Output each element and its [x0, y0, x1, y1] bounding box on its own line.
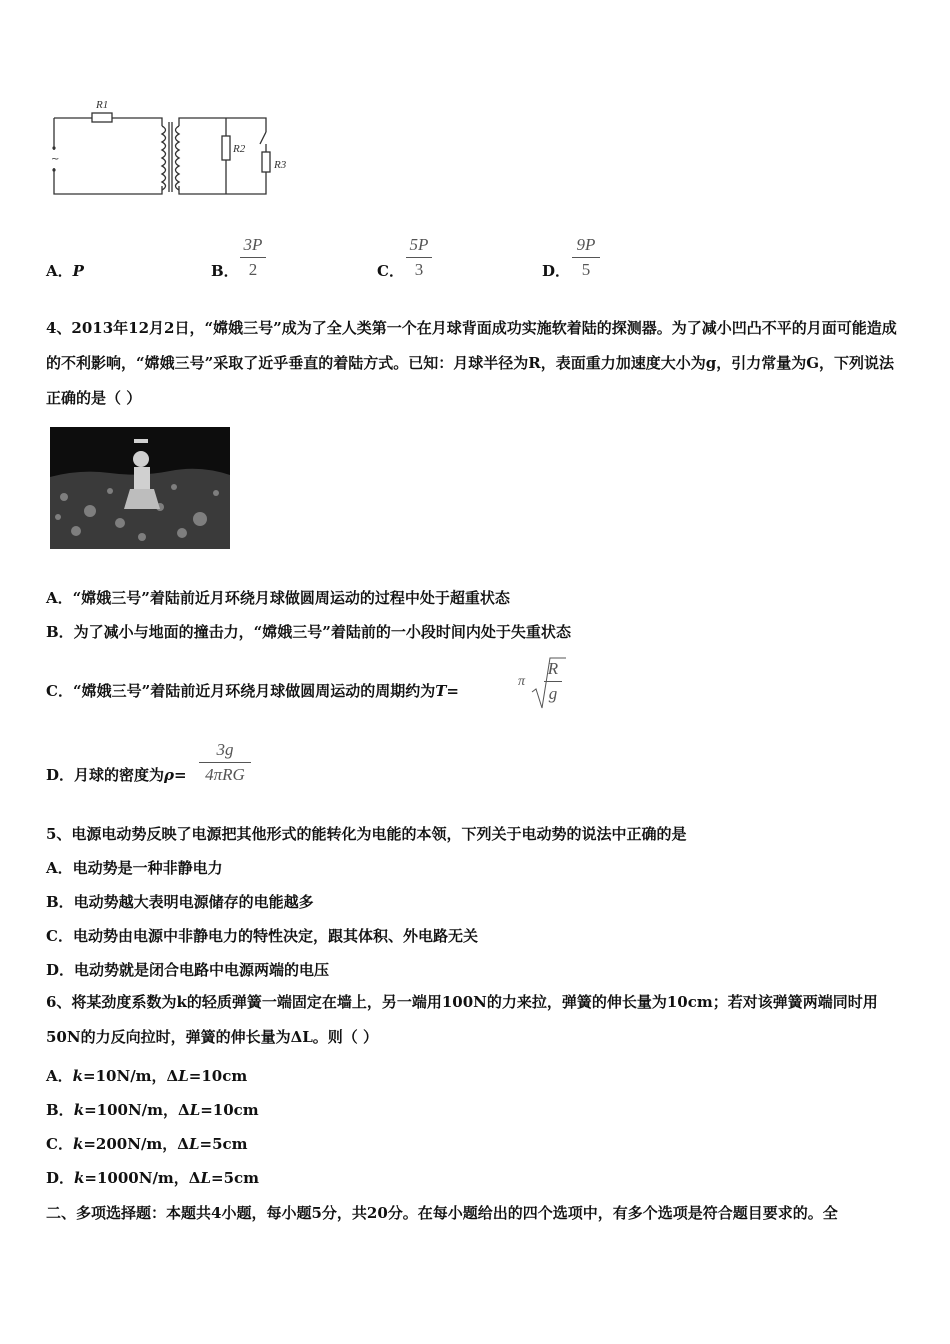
q4-option-c-fraction: R g	[544, 658, 562, 705]
q6-option-a: A．k=10N/m，ΔL=10cm	[46, 1067, 248, 1085]
svg-text:~: ~	[51, 154, 60, 165]
lunar-lander-photo	[50, 427, 230, 549]
q6-stem: 6、将某劲度系数为k的轻质弹簧一端固定在墙上，另一端用100N的力来拉，弹簧的伸长量为10cm；若对该弹簧两端同时用50N的力反向拉时，弹簧的伸长量为ΔL。则（ ）	[46, 993, 878, 1046]
q3-option-c-letter: C．	[377, 262, 404, 280]
label-r3: R3	[274, 159, 287, 171]
circuit-diagram	[46, 96, 296, 202]
q5-option-c: C．电动势由电源中非静电力的特性决定，跟其体积、外电路无关	[46, 927, 478, 945]
label-r2: R2	[233, 143, 246, 155]
q3-option-d-fraction: 9P 5	[572, 234, 600, 281]
q5-option-a: A．电动势是一种非静电力	[46, 859, 223, 877]
q3-option-c-fraction: 5P 3	[406, 234, 432, 281]
q3-option-b-fraction: 3P 2	[240, 234, 266, 281]
q4-option-c-pi: π	[518, 674, 526, 689]
q4-option-d: D．月球的密度为ρ=	[46, 766, 187, 784]
q6-option-d: D．k=1000N/m，ΔL=5cm	[46, 1169, 260, 1187]
q5-stem: 5、电源电动势反映了电源把其他形式的能转化为电能的本领，下列关于电动势的说法中正确的是	[46, 825, 687, 843]
q5-option-b: B．电动势越大表明电源储存的电能越多	[46, 893, 314, 911]
q4-option-c: C．“嫦娥三号”着陆前近月环绕月球做圆周运动的周期约为T=	[46, 682, 459, 700]
q3-option-a: A．P	[46, 262, 84, 280]
q4-stem: 4、2013年12月2日，“嫦娥三号”成为了全人类第一个在月球背面成功实施软着陆的探测器。为了减小凹凸不平的月面可能造成的不利影响，“嫦娥三号”采取了近乎垂直的着陆方式。已知：月球半径为R，表面重力加速度大小为g，引力常量为G，下列说法正确的是（ ）	[46, 319, 897, 407]
q4-option-d-fraction: 3g 4πRG	[199, 739, 251, 786]
q3-option-d-letter: D．	[542, 262, 571, 280]
q3-option-b-letter: B．	[211, 262, 239, 280]
q6-option-b: B．k=100N/m，ΔL=10cm	[46, 1101, 259, 1119]
label-r1: R1	[96, 99, 109, 111]
q5-option-d: D．电动势就是闭合电路中电源两端的电压	[46, 961, 330, 979]
q6-option-c: C．k=200N/m，ΔL=5cm	[46, 1135, 248, 1153]
q4-option-a: A．“嫦娥三号”着陆前近月环绕月球做圆周运动的过程中处于超重状态	[46, 589, 510, 607]
section-2-heading: 二、多项选择题：本题共4小题，每小题5分，共20分。在每小题给出的四个选项中，有多个选项是符合题目要求的。全	[46, 1204, 838, 1222]
q4-option-b: B．为了减小与地面的撞击力，“嫦娥三号”着陆前的一小段时间内处于失重状态	[46, 623, 571, 641]
